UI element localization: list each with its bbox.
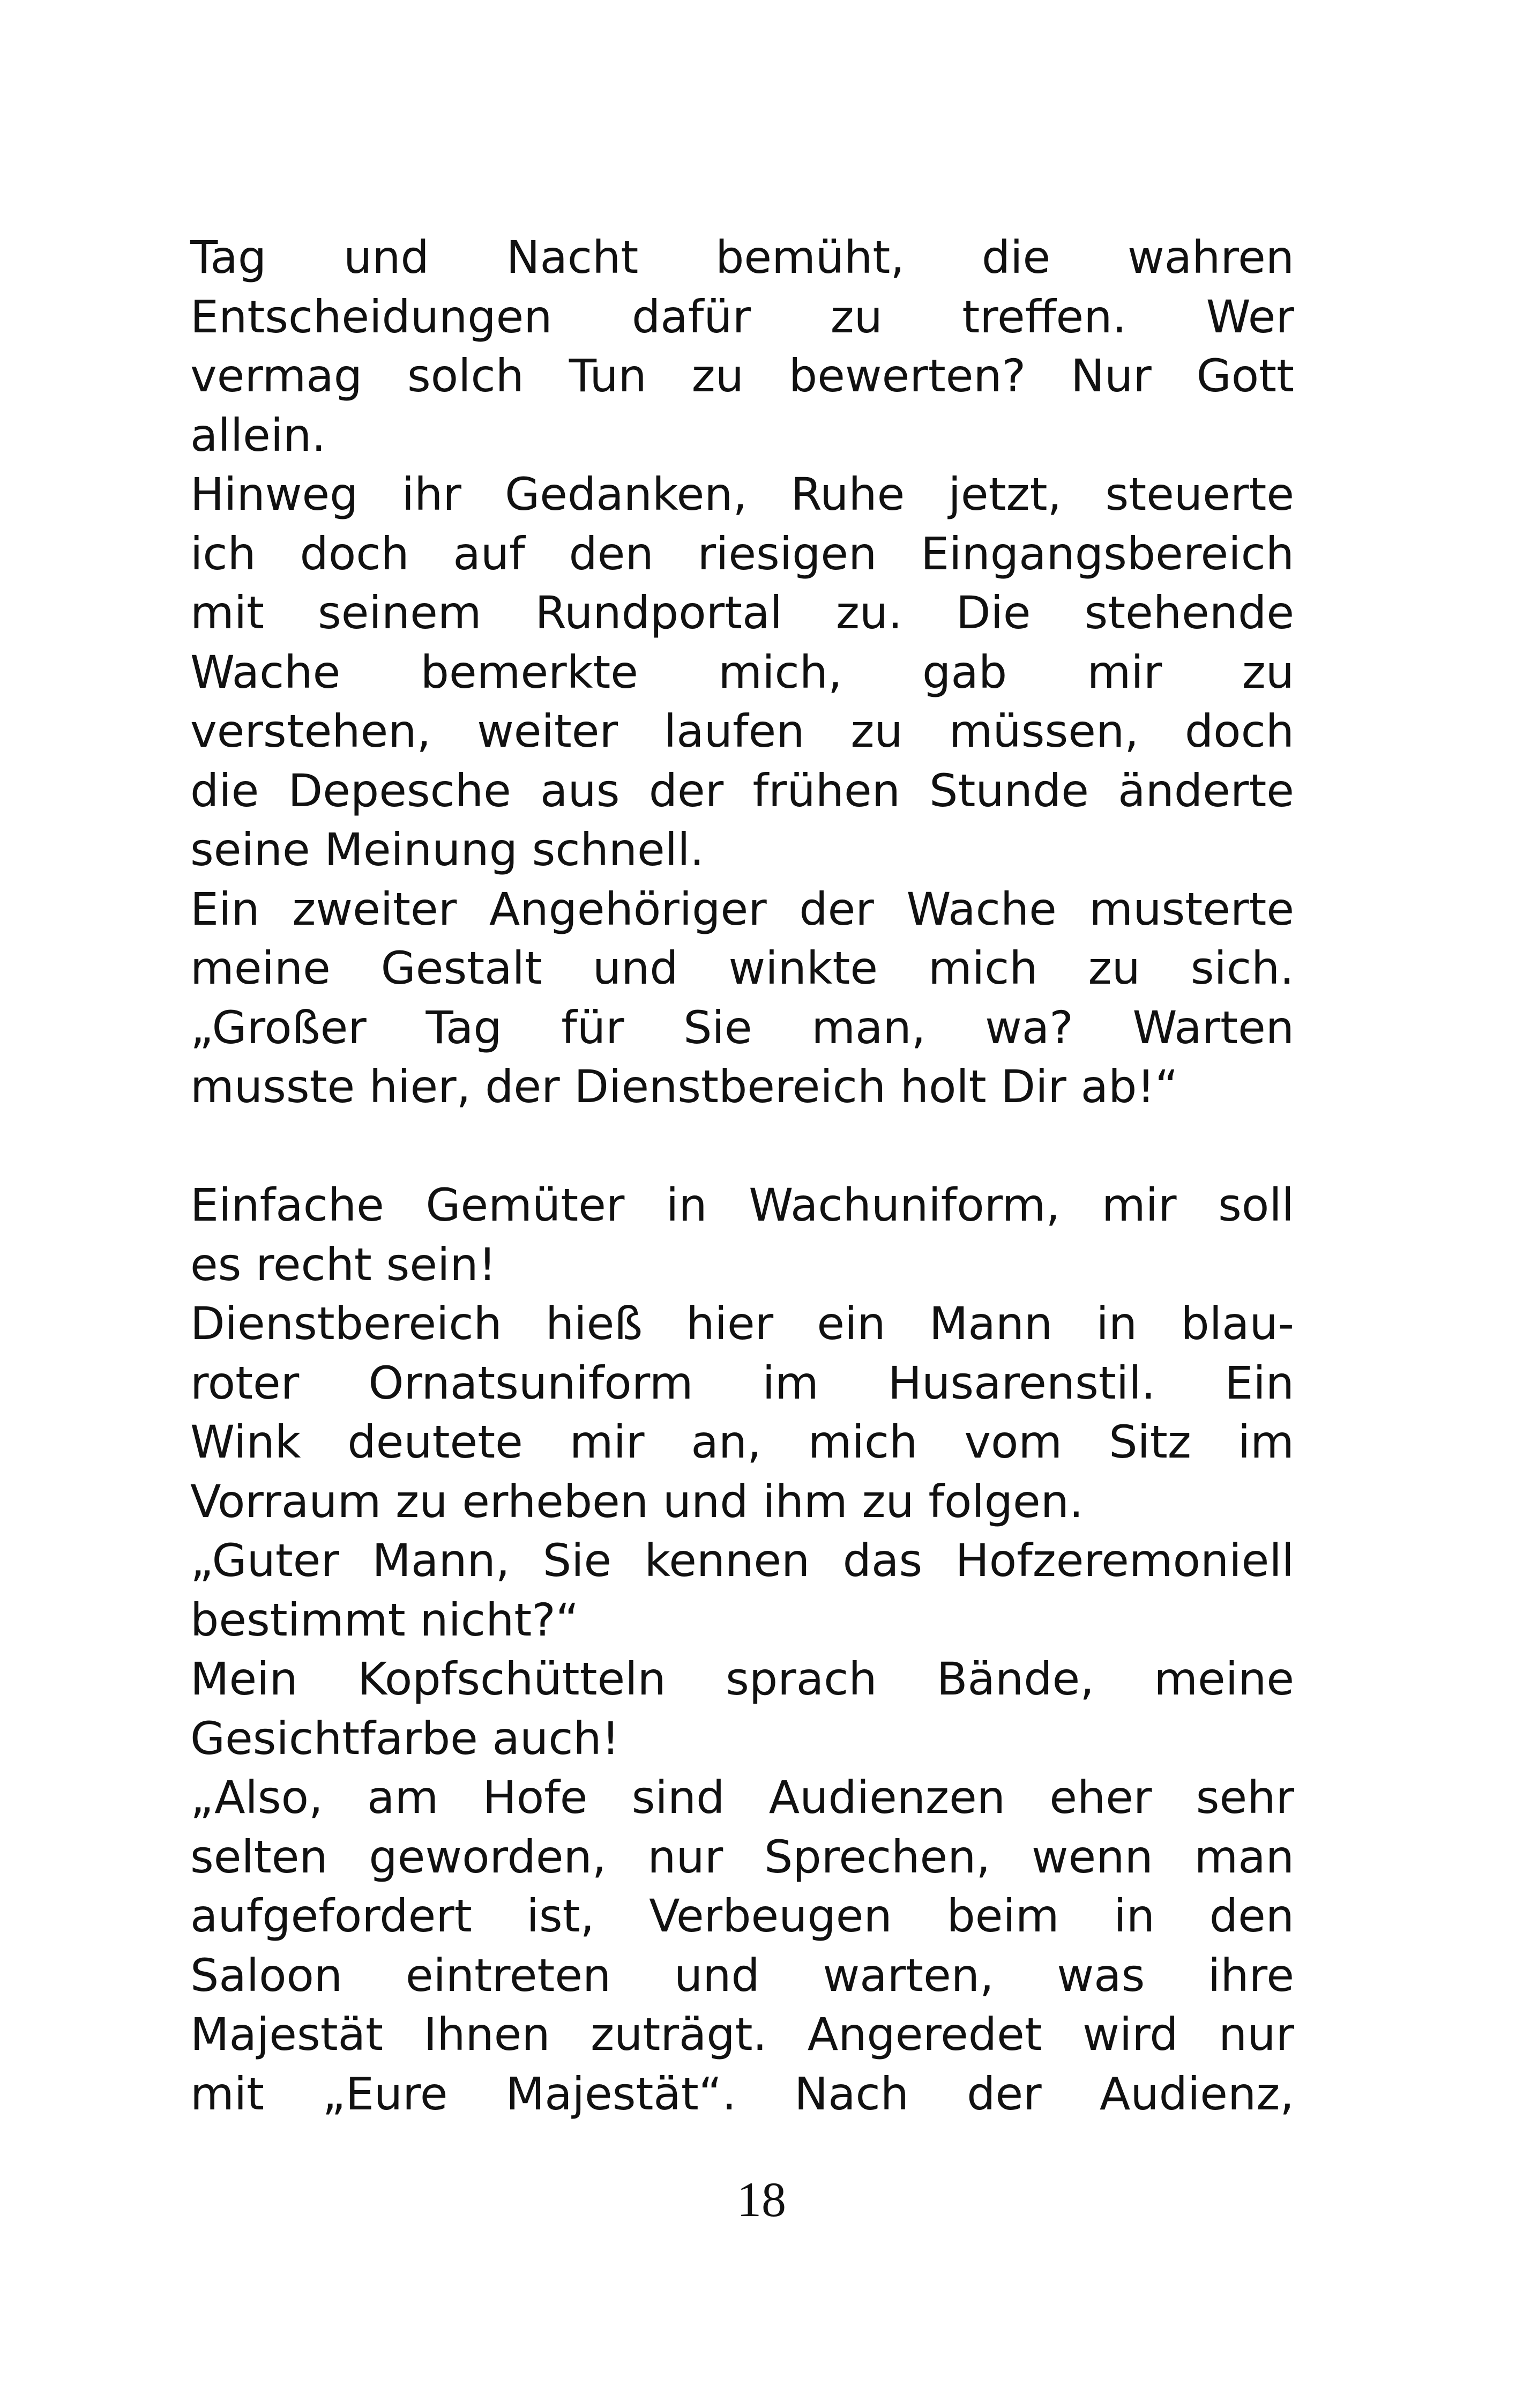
text-line: bestimmt nicht?“ (190, 1593, 579, 1646)
text-line: Saloon eintreten und warten, was ihre (190, 1949, 1294, 2002)
text-line: „Also, am Hofe sind Audienzen eher sehr (190, 1771, 1294, 1824)
text-line: es recht sein! (190, 1238, 497, 1291)
text-line: meine Gestalt und winkte mich zu sich. (190, 942, 1294, 994)
text-line: ich doch auf den riesigen Eingangsbereich (190, 527, 1294, 580)
text-line: Dienstbereich hieß hier ein Mann in blau- (190, 1297, 1294, 1350)
text-line: „Großer Tag für Sie man, wa? Warten (190, 1001, 1294, 1054)
page-number: 18 (737, 2172, 786, 2227)
body-text (190, 228, 1294, 2123)
text-line: musste hier, der Dienstbereich holt Dir ab!“ (190, 1060, 1178, 1113)
text-line: vermag solch Tun zu bewerten? Nur Gott (190, 350, 1294, 402)
text-line: Hinweg ihr Gedanken, Ruhe jetzt, steuerte (190, 468, 1294, 521)
text-line: allein. (190, 408, 326, 462)
text-line: selten geworden, nur Sprechen, wenn man (190, 1830, 1294, 1883)
text-line: verstehen, weiter laufen zu müssen, doch (190, 705, 1294, 757)
text-line: roter Ornatsuniform im Husarenstil. Ein (190, 1356, 1294, 1409)
text-line: Majestät Ihnen zuträgt. Angeredet wird nur (190, 2008, 1294, 2061)
blank-line (190, 1117, 1294, 1176)
text-line: die Depesche aus der frühen Stunde änderte (190, 764, 1294, 817)
text-line: mit seinem Rundportal zu. Die stehende (190, 586, 1294, 639)
text-line: aufgefordert ist, Verbeugen beim in den (190, 1890, 1294, 1942)
text-line: Einfache Gemüter in Wachuniform, mir soll (190, 1179, 1294, 1231)
text-line: seine Meinung schnell. (190, 823, 705, 876)
text-line: Mein Kopfschütteln sprach Bände, meine (190, 1653, 1294, 1705)
text-line: Entscheidungen dafür zu treffen. Wer (190, 290, 1294, 343)
text-line: Vorraum zu erheben und ihm zu folgen. (190, 1475, 1084, 1528)
text-line: Tag und Nacht bemüht, die wahren (190, 231, 1294, 284)
text-line: Gesichtfarbe auch! (190, 1712, 620, 1765)
text-line: „Guter Mann, Sie kennen das Hofzeremoniell (190, 1534, 1294, 1587)
text-line: Wink deutete mir an, mich vom Sitz im (190, 1416, 1294, 1468)
text-line: Ein zweiter Angehöriger der Wache musterte (190, 882, 1294, 935)
text-line: mit „Eure Majestät“. Nach der Audienz, (190, 2067, 1294, 2120)
text-line: Wache bemerkte mich, gab mir zu (190, 645, 1294, 698)
